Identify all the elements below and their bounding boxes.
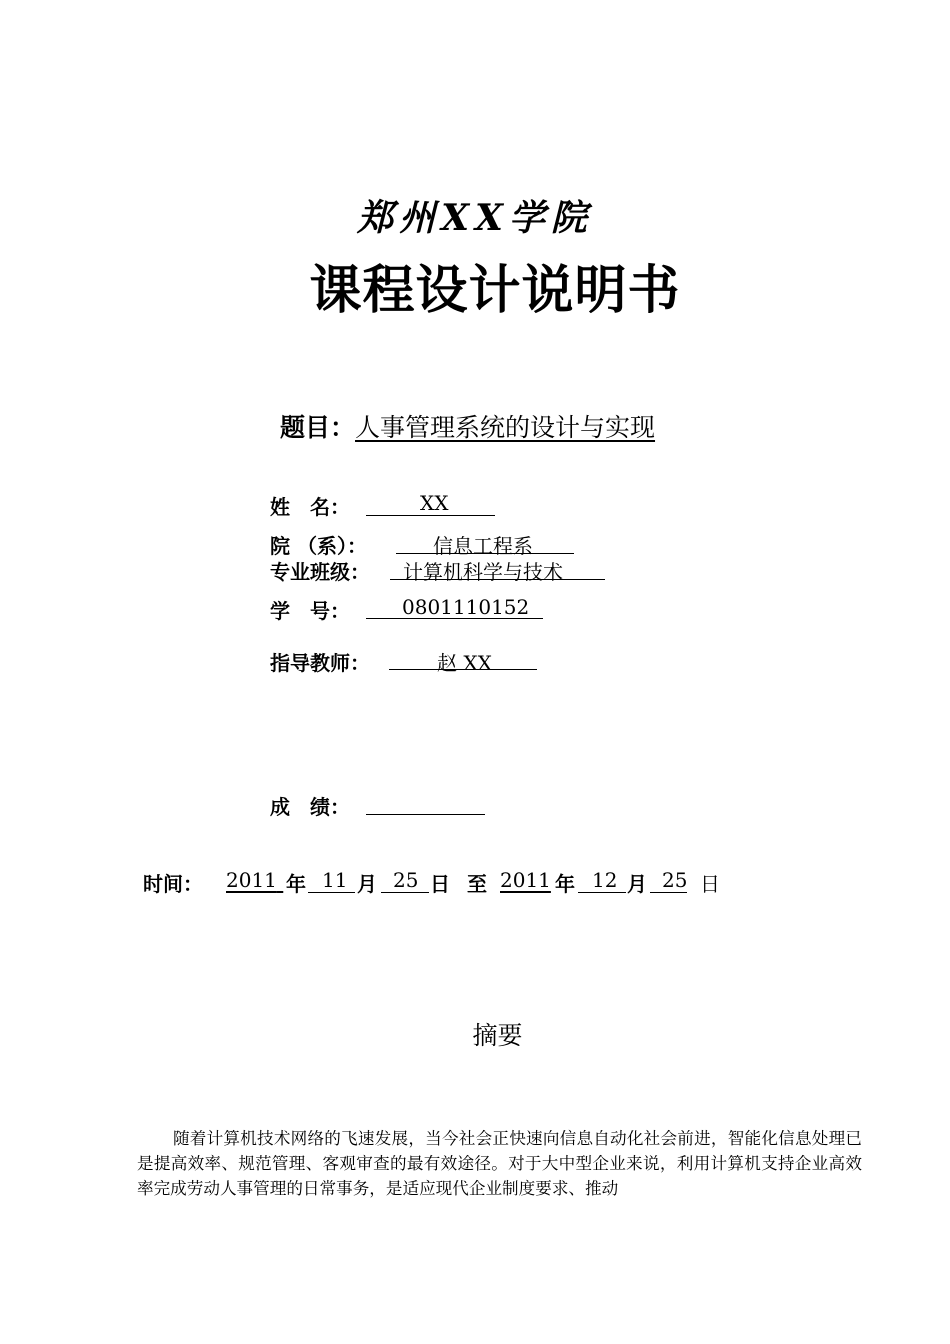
start-month: 11 — [322, 868, 348, 892]
end-year-char: 年 — [555, 872, 575, 896]
department-value: 信息工程系 — [433, 534, 533, 558]
end-month: 12 — [592, 868, 618, 892]
advisor-label: 指导教师： — [270, 651, 370, 675]
student-id-value: 0801110152 — [402, 595, 530, 619]
start-year: 2011 — [226, 868, 277, 892]
abstract-heading: 摘要 — [472, 1021, 523, 1050]
start-day-underline — [381, 892, 429, 893]
topic-line — [280, 408, 655, 444]
topic-value: 人事管理系统的设计与实现 — [355, 413, 656, 442]
start-day: 25 — [393, 868, 419, 892]
abstract-paragraph: 随着计算机技术网络的飞速发展，当今社会正快速向信息自动化社会前进，智能化信息处理已是提高效率、规范管理、客观审查的最有效途径。对于大中型企业来说，利用计算机支持企业高效率完成劳动人事管理的日常事务，是适应现代企业制度要求、推动 — [137, 1129, 862, 1198]
document-title: 课程设计说明书 — [309, 261, 681, 321]
school-name: 郑州XX学院 — [357, 197, 593, 239]
major-value: 计算机科学与技术 — [403, 560, 563, 584]
end-month-char: 月 — [627, 872, 647, 896]
end-day: 25 — [662, 868, 688, 892]
end-day-char: 日 — [700, 872, 720, 896]
grade-underline — [366, 814, 485, 815]
name-label: 姓 名： — [270, 495, 350, 519]
topic-label: 题目： — [280, 413, 356, 442]
major-label: 专业班级： — [270, 560, 370, 584]
end-year: 2011 — [500, 868, 551, 892]
to-char: 至 — [467, 872, 487, 896]
end-month-underline — [578, 892, 626, 893]
grade-label: 成 绩： — [270, 795, 350, 819]
time-label: 时间： — [143, 872, 203, 896]
advisor-value: 赵 XX — [437, 651, 492, 675]
name-value: XX — [420, 491, 449, 515]
student-id-label: 学 号： — [270, 599, 350, 623]
name-underline — [366, 515, 495, 516]
start-year-char: 年 — [286, 872, 306, 896]
start-day-char: 日 — [430, 872, 450, 896]
end-day-underline — [650, 892, 687, 893]
department-label: 院 （系）： — [270, 534, 367, 558]
start-month-underline — [308, 892, 355, 893]
start-month-char: 月 — [357, 872, 377, 896]
